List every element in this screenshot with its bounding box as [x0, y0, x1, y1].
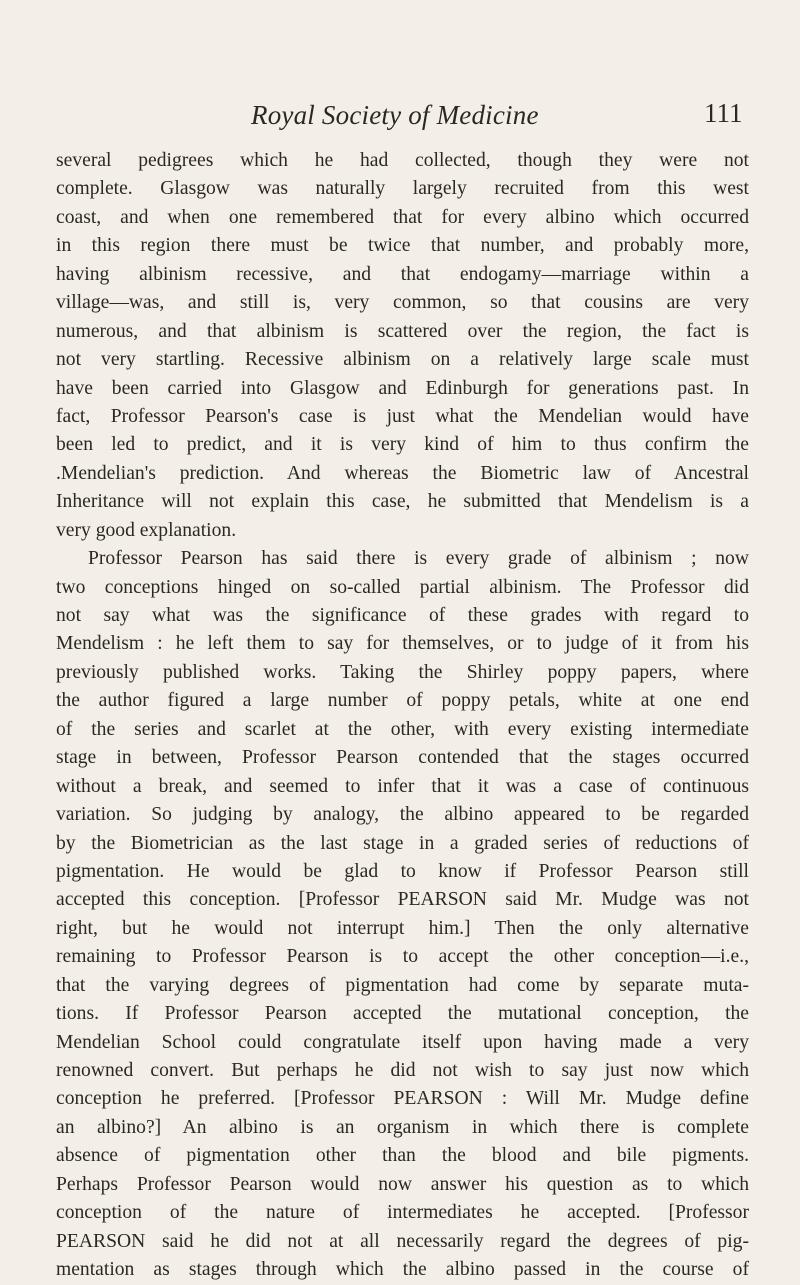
text-line: not say what was the significance of these grades with regard to: [56, 605, 749, 626]
text-line: very good explanation.: [56, 519, 237, 541]
body-text: [56, 147, 749, 1285]
text-line: have been carried into Glasgow and Edinburgh for generations past. In: [56, 377, 749, 399]
text-line: Perhaps Professor Pearson would now answer his question as to which: [56, 1173, 749, 1195]
text-line: an albino?] An albino is an organism in which there is complete: [56, 1116, 749, 1138]
text-line: previously published works. Taking the Shirley poppy papers, where: [56, 661, 749, 683]
text-line: conception he preferred. [Professor PEARSON : Will Mr. Mudge define: [56, 1088, 749, 1110]
text-line: absence of pigmentation other than the blood and bile pigments.: [56, 1145, 749, 1167]
text-line: been led to predict, and it is very kind of him to thus confirm the: [56, 434, 749, 456]
text-line: having albinism recessive, and that endogamy—marriage within a: [56, 263, 749, 285]
text-line: .Mendelian's prediction. And whereas the Biometric law of Ancestral: [56, 462, 749, 484]
text-line: conception of the nature of intermediates he accepted. [Professor: [56, 1202, 749, 1224]
text-line: accepted this conception. [Professor PEARSON said Mr. Mudge was not: [56, 889, 749, 911]
running-head: Royal Society of Medicine: [251, 100, 539, 130]
paragraph-start-line: Professor Pearson has said there is every grade of albinism ; now: [88, 548, 749, 570]
text-line: PEARSON said he did not at all necessarily regard the degrees of pig-: [56, 1230, 749, 1252]
text-line: village—was, and still is, very common, so that cousins are very: [56, 292, 749, 314]
text-line: pigmentation. He would be glad to know if Professor Pearson still: [56, 860, 749, 882]
text-line: the author figured a large number of poppy petals, white at one end: [56, 690, 749, 712]
text-line: two conceptions hinged on so-called partial albinism. The Professor did: [56, 576, 749, 598]
text-line: of the series and scarlet at the other, with every existing intermediate: [56, 718, 749, 740]
text-line: by the Biometrician as the last stage in a graded series of reductions of: [56, 832, 749, 854]
text-line: Mendelian School could congratulate itself upon having made a very: [56, 1031, 749, 1053]
text-line: without a break, and seemed to infer that it was a case of continuous: [56, 775, 749, 797]
text-line: Mendelism : he left them to say for themselves, or to judge of it from his: [56, 633, 749, 655]
text-line: right, but he would not interrupt him.] Then the only alternative: [56, 917, 749, 939]
text-line: coast, and when one remembered that for every albino which occurred: [56, 206, 749, 228]
text-line: tions. If Professor Pearson accepted the mutational conception, the: [56, 1003, 749, 1025]
text-line: Inheritance will not explain this case, he submitted that Mendelism is a: [56, 491, 749, 513]
text-line: in this region there must be twice that number, and probably more,: [56, 235, 749, 257]
text-line: mentation as stages through which the albino passed in the course of: [56, 1259, 749, 1281]
text-line: complete. Glasgow was naturally largely recruited from this west: [56, 178, 749, 200]
text-line: stage in between, Professor Pearson contended that the stages occurred: [56, 747, 749, 769]
text-line: numerous, and that albinism is scattered over the region, the fact is: [56, 320, 749, 342]
text-line: not very startling. Recessive albinism on a relatively large scale must: [56, 349, 749, 371]
page-header: [0, 98, 800, 138]
text-line: fact, Professor Pearson's case is just what the Mendelian would have: [56, 405, 749, 427]
text-line: variation. So judging by analogy, the albino appeared to be regarded: [56, 804, 749, 826]
text-line: renowned convert. But perhaps he did not wish to say just now which: [56, 1060, 749, 1081]
text-line: several pedigrees which he had collected, though they were not: [56, 150, 749, 171]
text-line: remaining to Professor Pearson is to accept the other conception—i.e.,: [56, 946, 749, 968]
page-number: 111: [704, 98, 743, 128]
text-line: that the varying degrees of pigmentation had come by separate muta-: [56, 974, 749, 996]
